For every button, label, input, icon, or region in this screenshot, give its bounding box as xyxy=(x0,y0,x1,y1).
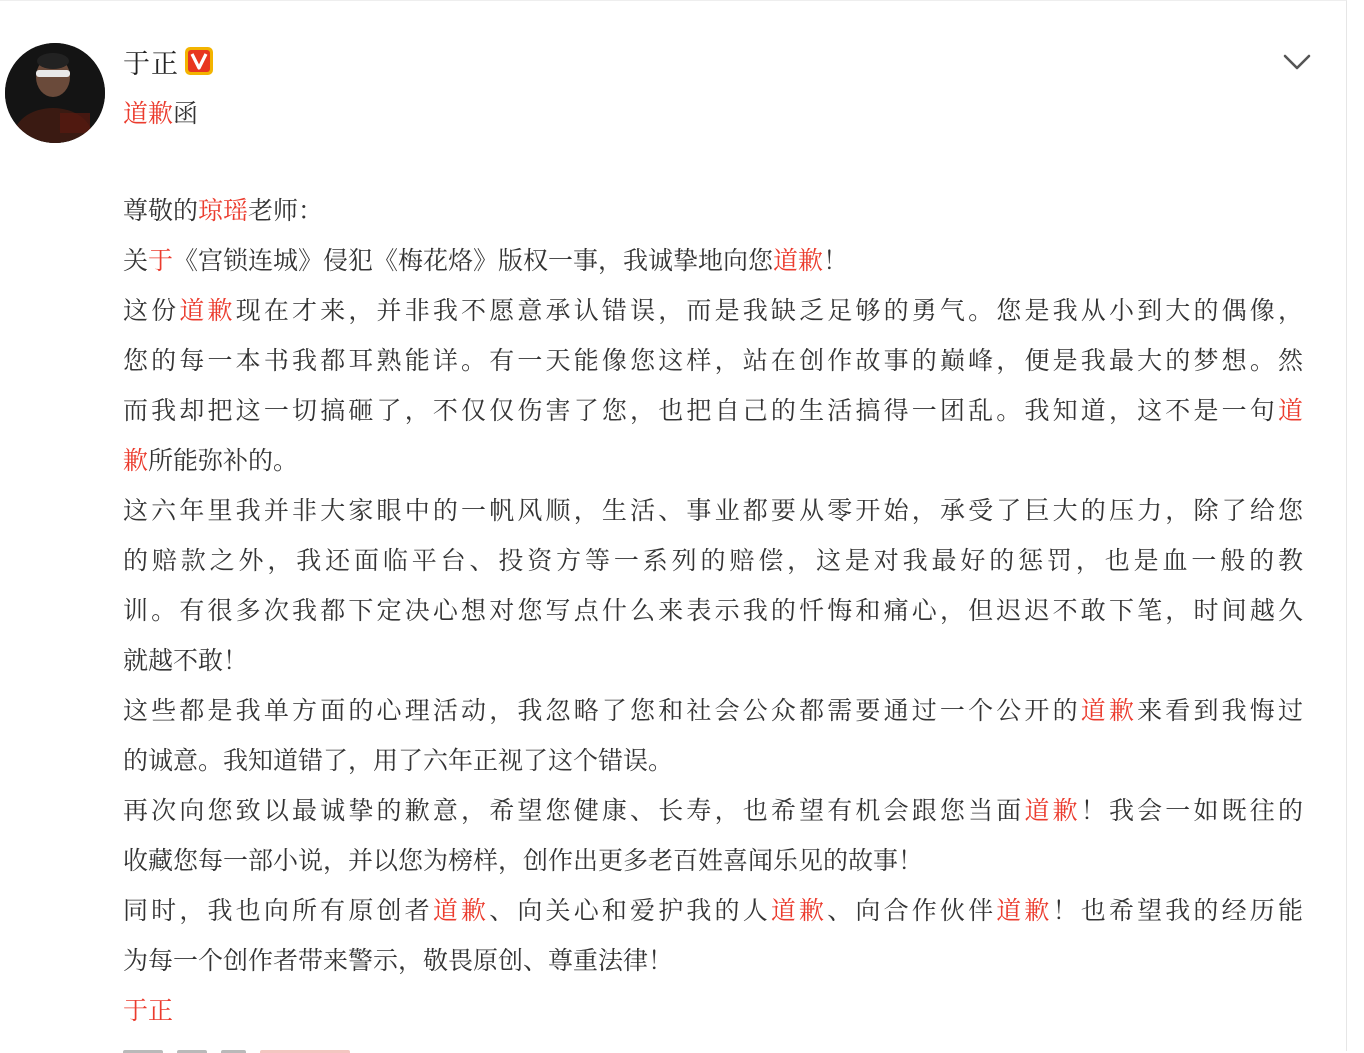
letter-text: 训。有很多次我都下定决心想对您写点什么来表示我的忏悔和痛心，但迟迟不敢下笔，时间越久 xyxy=(123,596,1303,625)
avatar-photo xyxy=(5,43,105,143)
keyword-link[interactable]: 于 xyxy=(148,246,174,275)
letter-line xyxy=(123,236,1303,286)
avatar[interactable] xyxy=(5,43,105,143)
subtitle-text: 函 xyxy=(173,99,199,128)
letter-line xyxy=(123,786,1303,836)
letter-text: 您的每一本书我都耳熟能详。有一天能像您这样，站在创作故事的巅峰，便是我最大的梦想。然 xyxy=(123,346,1303,375)
letter-line xyxy=(123,686,1303,736)
keyword-link[interactable]: 道歉 xyxy=(1080,696,1138,725)
letter-text: 同时，我也向所有原创者 xyxy=(123,896,433,925)
keyword-link[interactable]: 道歉 xyxy=(179,296,236,325)
post-body xyxy=(123,186,1303,1036)
letter-text: 再次向您致以最诚挚的歉意，希望您健康、长寿，也希望有机会跟您当面 xyxy=(123,796,1025,825)
letter-line xyxy=(123,186,1303,236)
letter-line xyxy=(123,436,1303,486)
keyword-link[interactable]: 道歉 xyxy=(773,246,824,275)
letter-text: 而我却把这一切搞砸了，不仅仅伤害了您，也把自己的生活搞得一团乱。我知道，这不是一句 xyxy=(123,396,1278,425)
keyword-link[interactable]: 道歉 xyxy=(996,896,1053,925)
letter-line xyxy=(123,586,1303,636)
letter-text: 所能弥补的。 xyxy=(148,446,299,475)
letter-text: 为每一个创作者带来警示，敬畏原创、尊重法律！ xyxy=(123,946,674,975)
letter-line xyxy=(123,386,1303,436)
letter-line xyxy=(123,836,1303,886)
keyword-link[interactable]: 道 xyxy=(1277,396,1303,425)
letter-line xyxy=(123,736,1303,786)
letter-text: 老师： xyxy=(248,196,324,225)
letter-line xyxy=(123,536,1303,586)
letter-text: 《宫锁连城》侵犯《梅花烙》版权一事，我诚挚地向您 xyxy=(173,246,774,275)
letter-line xyxy=(123,936,1303,986)
letter-text: 这些都是我单方面的心理活动，我忽略了您和社会公众都需要通过一个公开的 xyxy=(123,696,1081,725)
signature[interactable]: 于正 xyxy=(123,996,174,1025)
letter-text: 、向关心和爱护我的人 xyxy=(489,896,771,925)
letter-text: 、向合作伙伴 xyxy=(827,896,997,925)
keyword-link[interactable]: 道歉 xyxy=(770,896,828,925)
letter-text: 收藏您每一部小说，并以您为榜样，创作出更多老百姓喜闻乐见的故事！ xyxy=(123,846,924,875)
subtitle-hashtag-link[interactable]: 道歉 xyxy=(123,99,174,128)
letter-text: 关 xyxy=(123,246,149,275)
letter-text: ！我会一如既往的 xyxy=(1080,796,1303,825)
letter-text: 这份 xyxy=(123,296,180,325)
post-footer-cutoff xyxy=(123,1041,443,1053)
keyword-link[interactable]: 道歉 xyxy=(432,896,490,925)
keyword-link[interactable]: 歉 xyxy=(123,446,149,475)
letter-text: 现在才来，并非我不愿意承认错误，而是我缺乏足够的勇气。您是我从小到大的偶像， xyxy=(235,296,1303,325)
letter-text: 的赔款之外，我还面临平台、投资方等一系列的赔偿，这是对我最好的惩罚，也是血一般的教 xyxy=(123,546,1303,575)
keyword-link[interactable]: 道歉 xyxy=(1024,796,1081,825)
letter-line xyxy=(123,636,1303,686)
author-row xyxy=(123,43,213,79)
chevron-down-icon[interactable] xyxy=(1280,49,1314,75)
letter-text: ！也希望我的经历能 xyxy=(1052,896,1303,925)
letter-text: 尊敬的 xyxy=(123,196,199,225)
letter-line xyxy=(123,286,1303,336)
letter-line xyxy=(123,886,1303,936)
letter-text: 这六年里我并非大家眼中的一帆风顺，生活、事业都要从零开始，承受了巨大的压力，除了给您 xyxy=(123,496,1303,525)
verified-v-icon xyxy=(185,47,213,75)
post-subtitle xyxy=(123,94,198,130)
letter-text: 的诚意。我知道错了，用了六年正视了这个错误。 xyxy=(123,746,674,775)
letter-text: 来看到我悔过 xyxy=(1137,696,1303,725)
letter-text: ！ xyxy=(823,246,849,275)
keyword-link[interactable]: 琼瑶 xyxy=(198,196,249,225)
letter-line xyxy=(123,336,1303,386)
letter-line xyxy=(123,486,1303,536)
author-name[interactable]: 于正 xyxy=(123,48,179,80)
letter-text: 就越不敢！ xyxy=(123,646,249,675)
